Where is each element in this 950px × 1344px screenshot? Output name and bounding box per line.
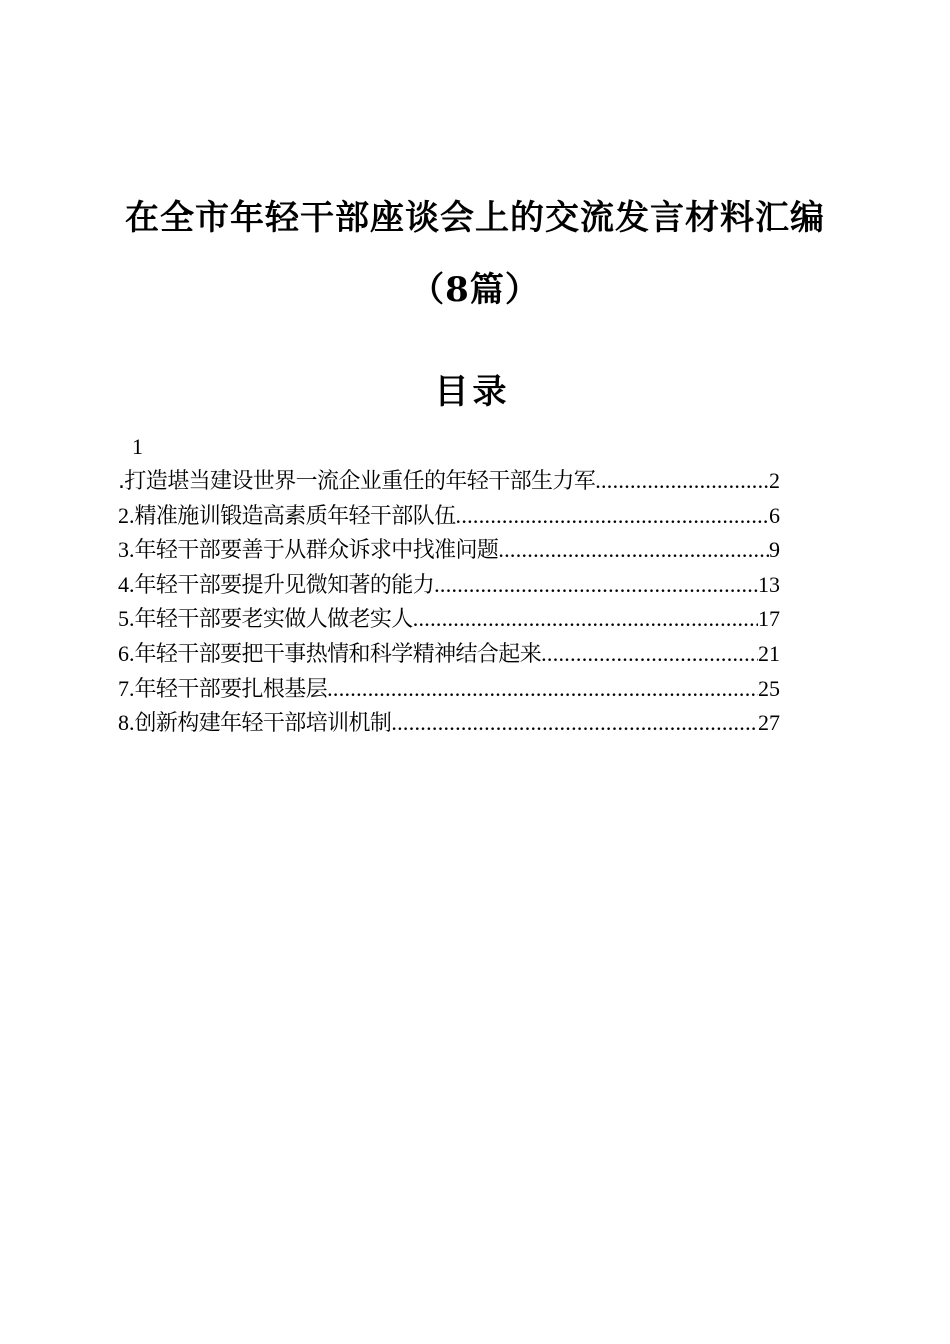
- toc-entry-page: 17: [758, 606, 780, 632]
- toc-dot-leader: [434, 568, 758, 603]
- document-subtitle: （8篇）: [410, 270, 540, 310]
- toc-entry-4[interactable]: [118, 568, 780, 603]
- toc-lead-number: 1: [132, 434, 143, 459]
- toc-entry-page: 6: [769, 502, 780, 528]
- toc-entry-6[interactable]: [118, 637, 780, 672]
- toc-entry-number: 6.: [118, 640, 135, 666]
- toc-entry-page: 9: [769, 537, 780, 563]
- toc-entry-5[interactable]: [118, 602, 780, 637]
- toc-entry-page: 2: [769, 468, 780, 493]
- toc-dot-leader: [391, 706, 758, 741]
- toc-entry-title: 年轻干部要善于从群众诉求中找准问题: [134, 538, 499, 564]
- toc-entry-number: 7.: [118, 675, 135, 701]
- toc-entry-title: 创新构建年轻干部培训机制: [134, 711, 392, 737]
- toc-dot-leader: [327, 672, 758, 707]
- toc-entry-7[interactable]: [118, 672, 780, 707]
- toc-entry-number: 3.: [118, 537, 135, 563]
- toc-entry-page: 13: [758, 571, 780, 597]
- toc-dot-leader: [413, 602, 758, 637]
- toc-dot-leader: [595, 464, 769, 499]
- toc-entry-8[interactable]: [118, 706, 780, 741]
- toc-entry-number: 5.: [118, 606, 135, 632]
- toc-entry-page: 25: [758, 675, 780, 701]
- toc-dot-leader: [498, 533, 769, 568]
- toc-entry-title: 年轻干部要老实做人做老实人: [134, 607, 413, 633]
- toc-entry-title: 年轻干部要把干事热情和科学精神结合起来: [134, 641, 542, 667]
- toc-entry-number: 2.: [118, 502, 135, 528]
- table-of-contents: [118, 430, 780, 741]
- toc-entry-page: 27: [758, 710, 780, 736]
- toc-entry-title: .打造堪当建设世界一流企业重任的年轻干部生力军: [118, 469, 596, 494]
- toc-entry-number: 4.: [118, 571, 135, 597]
- toc-dot-leader: [456, 499, 769, 534]
- toc-entry-number: 8.: [118, 710, 135, 736]
- toc-entry-title: 精准施训锻造高素质年轻干部队伍: [134, 503, 456, 529]
- toc-entry-title: 年轻干部要提升见微知著的能力: [134, 572, 435, 598]
- document-title: 在全市年轻干部座谈会上的交流发言材料汇编: [125, 198, 825, 238]
- toc-entry-1[interactable]: [118, 464, 780, 499]
- toc-heading: 目录: [434, 372, 511, 412]
- toc-entry-page: 21: [758, 640, 780, 666]
- toc-entry-2[interactable]: [118, 499, 780, 534]
- toc-entry-3[interactable]: [118, 533, 780, 568]
- toc-dot-leader: [541, 637, 758, 672]
- toc-entry-title: 年轻干部要扎根基层: [134, 676, 328, 702]
